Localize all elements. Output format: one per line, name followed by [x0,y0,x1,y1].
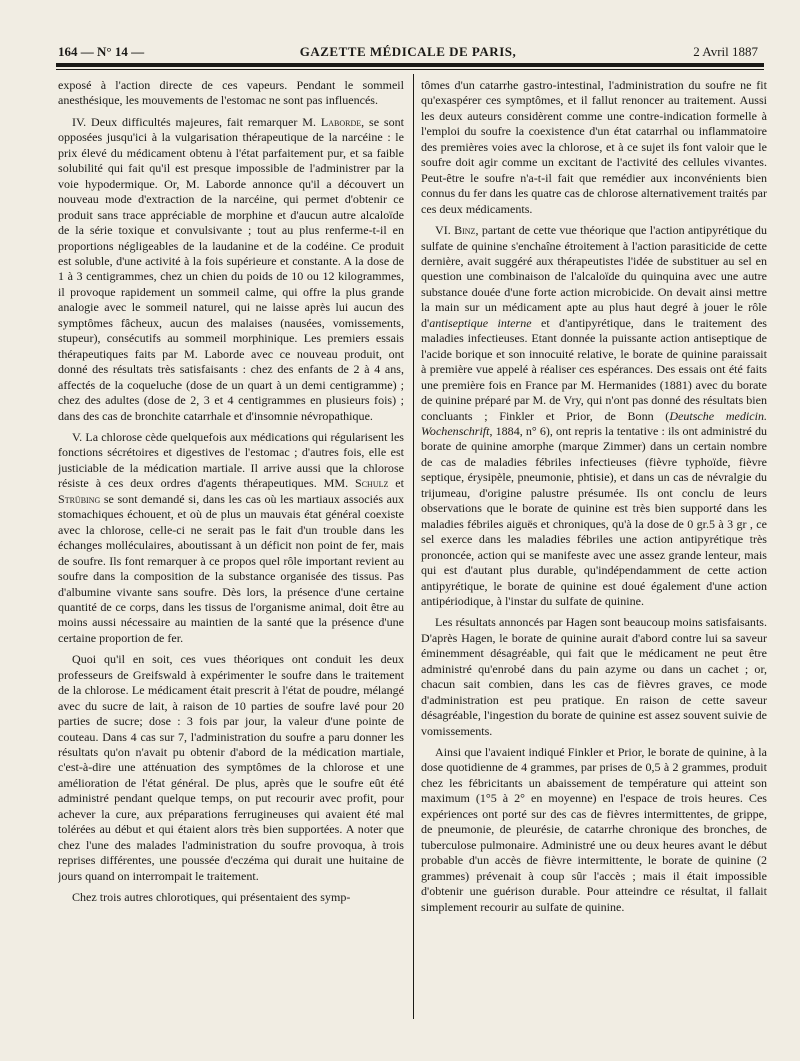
paragraph: Quoi qu'il en soit, ces vues théoriques ont conduit les deux professeurs de Greifswald à expérimenter le soufre dans le traitement de la chlorose. Le médicament était prescrit à l'état de poudre, mélangé avec du sucre de lait, à raison de 10 parties de soufre lavé pour 20 parties de sucre; dose : 3 fois par jour, la valeur d'une pointe de couteau. Dans 4 cas sur 7, l'administration du soufre a paru donner les résultats qu'on n'avait pu obtenir d'abord de la médication martiale, c'est-à-dire une atténuation des symptômes de la chlorose et une amélioration de l'état général. De plus, après que le soufre eût été administré pendant quelque temps, on put recourir avec profit, pour achever la cure, aux préparations ferrugineuses qui avaient été mal tolérées au début et qui étaient alors très bien supportées. A noter que chez l'une des malades l'administration du soufre provoqua, à trois reprises différentes, une poussée d'eczéma qui durait une huitaine de jours quand on interrompait le traitement. [58,652,404,883]
paragraph: Chez trois autres chlorotiques, qui présentaient des symp- [72,890,351,905]
italic-term: antiseptique interne [429,315,532,330]
paragraph-text: , se sont opposées jusqu'ici à la vulgarisation thérapeutique de la narcéine : le prix élevé du médicament obtenu à l'état parfaitement pur, et sa faible solubilité qui fait qu'il est presque impossible de l'administrer par la voie hypodermique. Or, M. Laborde annonce qu'il a découvert un nouveau mode d'extraction de la narcéine, qui permet d'obtenir ce produit sans trace appréciable de morphine et d'aucun autre alcaloïde de la série toxique et convulsivante ; tout au plus renferme-t-il en proportions négligeables de la laudanine et de la codéine. Ce produit est soluble, d'une activité à la fois supérieure et constante. A la dose de 1 à 3 centigrammes, chez un chien du poids de 10 ou 12 kilogrammes, il provoque rapidement un sommeil calme, qui offre la plus grande analogie avec le sommeil naturel, qui ne laisse après lui aucun des symptômes fâcheux, aucun des malaises (nausées, vomissements, stupeur), consécutifs au sommeil morphinique. Les premiers essais thérapeutiques faits par M. Laborde avec ce nouveau produit, ont donné des résultats très satisfaisants : chez des enfants de 2 à 4 ans, affectés de la coqueluche (dose de un quart à un demi centigramme) ; chez des adultes (dose de 2, 3 et 4 centigrammes en plusieurs fois) ; dans des cas de bronchite catarrhale et d'insomnie névropathique. [58,114,404,423]
paragraph: exposé à l'action directe de ces vapeurs. Pendant le sommeil anesthésique, les mouvements de l'estomac ne sont pas influencés. [58,78,404,108]
paragraph-text: , partant de cette vue théorique que l'action antipyrétique du sulfate de quinine s'enchaîne étroitement à l'action parasiticide de cette dernière, avait suggéré aux thérapeutistes l'idée de substituer au sel en question une combinaison de l'alcaloïde du quinquina avec une autre substance douée d'une forte action microbicide. On devait ainsi mettre la main sur un médicament apte au plus haut degré à jouer le rôle d' [421,223,767,330]
journal-title: Deutsche medicin. Wochenschrift [421,408,767,438]
author-name: Laborde [320,114,362,129]
paragraph-text: IV. Deux difficultés majeures, fait remarquer M. [72,114,321,129]
header-rule-thin [56,69,764,70]
paragraph-section-vi [421,223,767,609]
column-divider [413,74,414,1019]
paragraph-text: et d'antipyrétique, dans le traitement des maladies infectieuses. Etant donnée la puissante action antiseptique de l'acide borique et son innocuité relative, le borate de quinine paraissait à première vue appelé à réaliser ces espérances. Des essais ont été faits une première fois en France par M. Hermanides (1881) avec du borate de quinine préparé par M. de Vry, qui n'ont pas donné des résultats bien concluants ; Finkler et Prior, de Bonn ( [421,315,767,423]
author-name: Schulz [355,476,389,491]
paragraph-text: et [388,476,404,491]
paragraph-section-v [58,430,404,646]
paragraph: Les résultats annoncés par Hagen sont beaucoup moins satisfaisants. D'après Hagen, le borate de quinine aurait d'abord contre lui sa saveur éminemment désagréable, qui fait que le médicament ne peut être administré qu'enrobé dans du pain azyme ou dans un cachet ; or, chacun sait combien, dans les cas de fièvres graves, ce mode d'administration est peu pratique. En raison de cette saveur désagréable, l'ingestion du borate de quinine est assez souvent suivie de vomissements. [421,615,767,738]
right-column [421,78,767,1038]
header-rule-thick [56,63,764,67]
paragraph-text: , 1884, n° 6), ont repris la tentative : ils ont administré du borate de quinine amorphe (marque Zimmer) dans un certain nombre de cas de maladies fébriles infectieuses (fièvre typhoïde, fièvre septique, érysipèle, pneumonie, phtisie), et dans un cas de névralgie du trijumeau, d'origine palustre présumée. Ils ont conclu de leurs observations que le borate de quinine est très bien supporté dans les maladies fébriles aiguës et chroniques, qu'à la dose de 0 gr.5 à 3 gr , ce sel exerce dans les maladies fébriles une action antipyrétique très prononcée, action qui se manifeste avec une assez grande lenteur, mais qui est d'autant plus durable, qu'indépendamment de cette action antipyrétique, le borate de quinine est doué également d'une action antipériodique, à l'instar du sulfate de quinine. [421,423,767,608]
paragraph-text: se sont demandé si, dans les cas où les martiaux associés aux stomachiques échouent, et où de plus un mauvais état général coexiste avec la chlorose, celle-ci ne serait pas le fait d'un trouble dans les échanges molléculaires, aboutissant à un déficit non point de fer, mais de soufre. Ils font remarquer à ce propos quel rôle important revient au soufre dans la composition de la substance organisée des tissus. Pas d'albumine vivante sans soufre. Dès lors, la présence d'une certaine quantité de ce corps, dans les tissus de l'organisme animal, doit être au moins aussi nécessaire au maintien de la santé que la présence d'une certaine proportion de fer. [58,491,404,645]
paragraph-section-iv [58,115,404,424]
page-number-issue: 164 — N° 14 — [58,44,145,59]
paragraph-text: V. La chlorose cède quelquefois aux médications qui régularisent les fonctions sécrétoires et digestives de l'estomac ; d'autres fois, elle est justiciable de la médication martiale. Il arrive aussi que la chlorose résiste à ces deux ordres d'agents thérapeutiques. MM. [58,429,404,491]
paragraph-text: VI. [435,223,455,238]
page-header [58,42,758,62]
author-name: Strübing [58,491,101,506]
publication-title: GAZETTE MÉDICALE DE PARIS, [299,44,517,59]
left-column [58,78,404,1038]
paragraph: Ainsi que l'avaient indiqué Finkler et Prior, le borate de quinine, à la dose quotidienne de 4 grammes, par prises de 0,5 à 2 grammes, produit chez les fébricitants un abaissement de température qui atteint son maximum (1°5 à 2° en moyenne) en l'espace de trois heures. Ces expériences ont porté sur des cas de fièvres intermittentes, de grippe, de pneumonie, de pleurésie, de catarrhe chronique des bronches, de tuberculose pulmonaire. Administré une ou deux heures avant le début probable d'un accès de fièvre intermittente, le borate de quinine (2 grammes) prévenait à coup sûr l'accès ; mais il était impossible d'obtenir une guérison durable. Pour atteindre ce résultat, il fallait simplement recourir au sulfate de quinine. [421,745,767,914]
author-name: Binz [454,223,476,238]
issue-date: 2 Avril 1887 [693,44,758,59]
paragraph: tômes d'un catarrhe gastro-intestinal, l'administration du soufre ne fit qu'exaspérer ces symptômes, et il fallut renoncer au traitement. Aussi les deux auteurs considèrent comme une contre-indication formelle à l'emploi du soufre la coexistence d'un état catarrhal ou inflammatoire des premières voies avec la chlorose, et à ce sujet ils font valoir que le soufre doit agir comme un excitant de l'activité des cellules vivantes. Peut-être le soufre n'a-t-il fait que remédier aux inconvénients bien connus du fer dans les quatre cas de chlorose alternativement traités par ces deux médicaments. [421,78,767,216]
